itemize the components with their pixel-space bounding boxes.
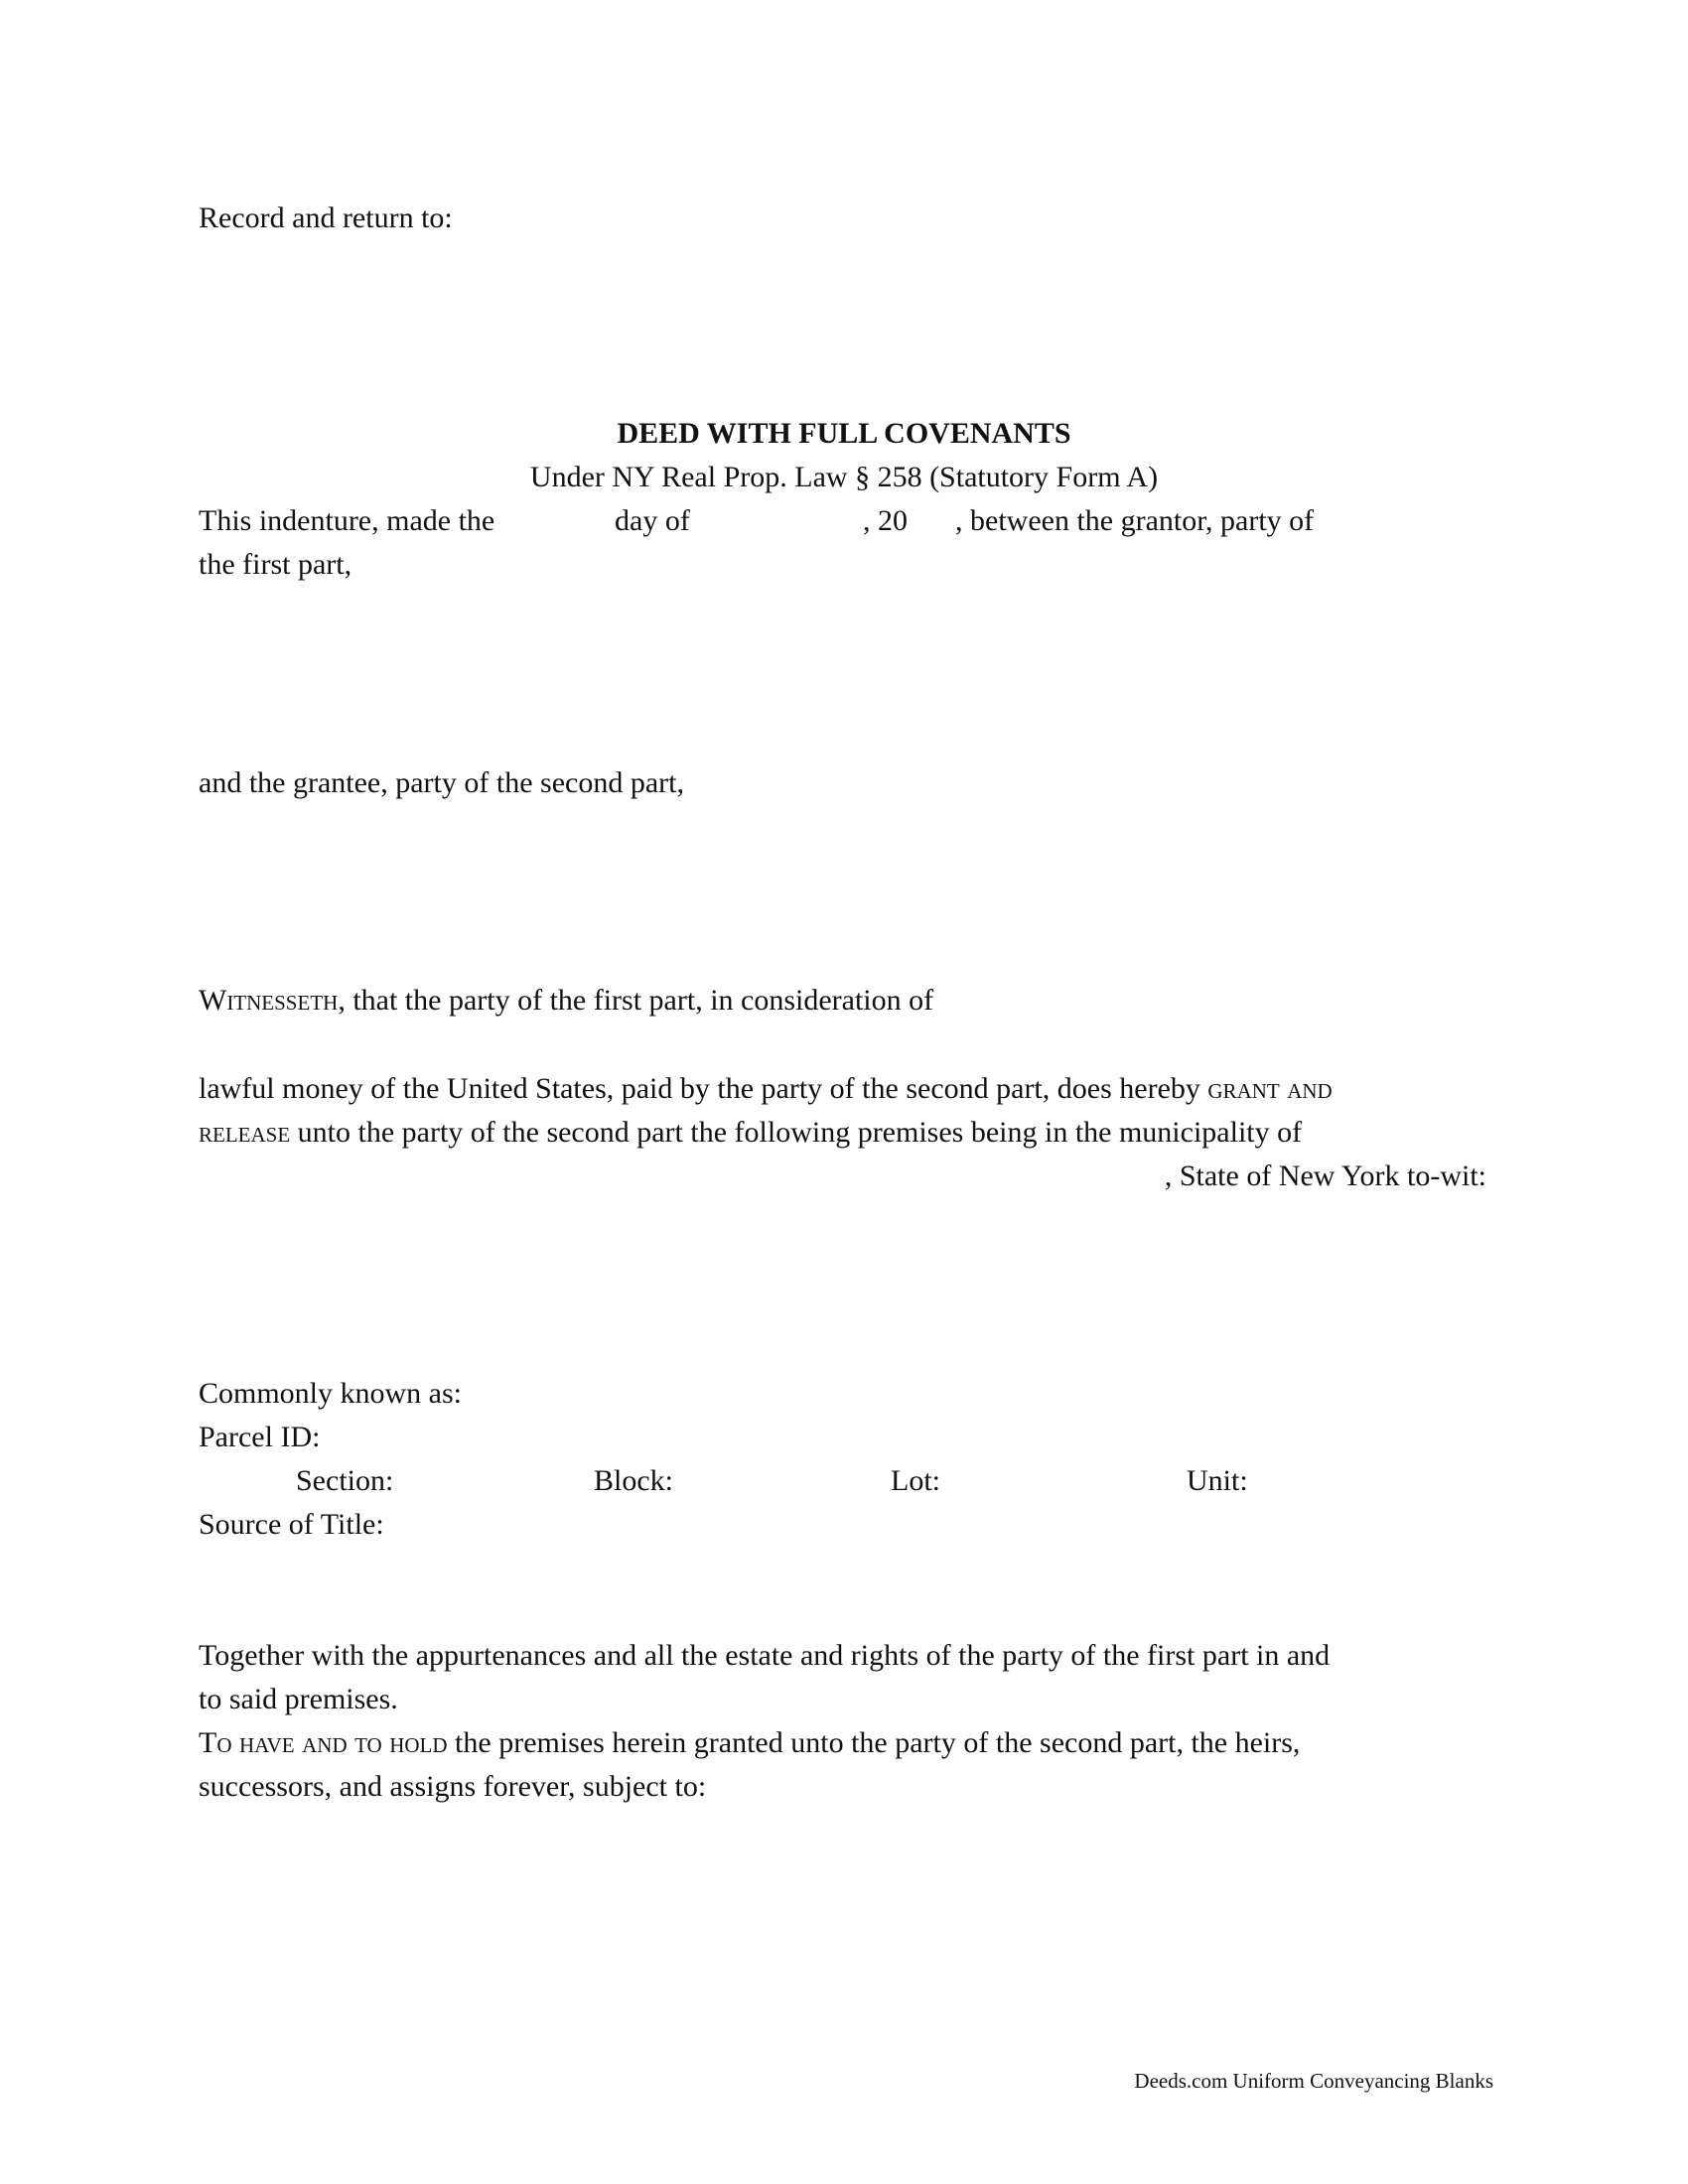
lawful-line1-text: lawful money of the United States, paid by the party of the second part, does hereby (199, 1072, 1208, 1105)
document-title: DEED WITH FULL COVENANTS (617, 417, 1071, 450)
indenture-year-prefix: , 20 (863, 504, 908, 537)
release-smallcaps: release (199, 1116, 291, 1149)
source-of-title-label: Source of Title: (199, 1508, 384, 1541)
grant-and-smallcaps: grant and (1207, 1072, 1333, 1105)
block-label: Block: (594, 1464, 673, 1497)
lawful-money-line-1 (199, 1071, 1333, 1107)
footer-credit: Deeds.com Uniform Conveyancing Blanks (1134, 2069, 1493, 2093)
indenture-first-part: the first part, (199, 548, 352, 581)
commonly-known-label: Commonly known as: (199, 1377, 463, 1410)
witnesseth-word: Witnesseth (199, 984, 339, 1017)
together-line-2: to said premises. (199, 1683, 398, 1715)
witnesseth-rest: , that the party of the first part, in consideration of (338, 984, 934, 1017)
to-have-and-to-hold-smallcaps: To have and to hold (199, 1726, 448, 1759)
habendum-line1-rest: the premises herein granted unto the party of the second part, the heirs, (447, 1726, 1301, 1759)
lot-label: Lot: (891, 1464, 940, 1497)
indenture-day-of: day of (615, 504, 690, 537)
habendum-line-2: successors, and assigns forever, subject to: (199, 1770, 707, 1803)
state-of-new-york-line: , State of New York to-wit: (1164, 1160, 1486, 1192)
together-line-1: Together with the appurtenances and all the estate and rights of the party of the first part in and (199, 1639, 1331, 1672)
habendum-line-1 (199, 1725, 1300, 1761)
grantee-line: and the grantee, party of the second part, (199, 766, 684, 799)
parcel-id-label: Parcel ID: (199, 1421, 321, 1453)
lawful-money-line-2 (199, 1115, 1302, 1151)
indenture-made-the: This indenture, made the (199, 504, 495, 537)
indenture-between: , between the grantor, party of (955, 504, 1315, 537)
document-subtitle: Under NY Real Prop. Law § 258 (Statutory Form A) (529, 461, 1159, 493)
witnesseth-clause (199, 983, 933, 1019)
record-return-label: Record and return to: (199, 202, 453, 234)
lawful-line2-text: unto the party of the second part the following premises being in the municipality of (290, 1116, 1303, 1149)
unit-label: Unit: (1187, 1464, 1248, 1497)
section-label: Section: (296, 1464, 394, 1497)
